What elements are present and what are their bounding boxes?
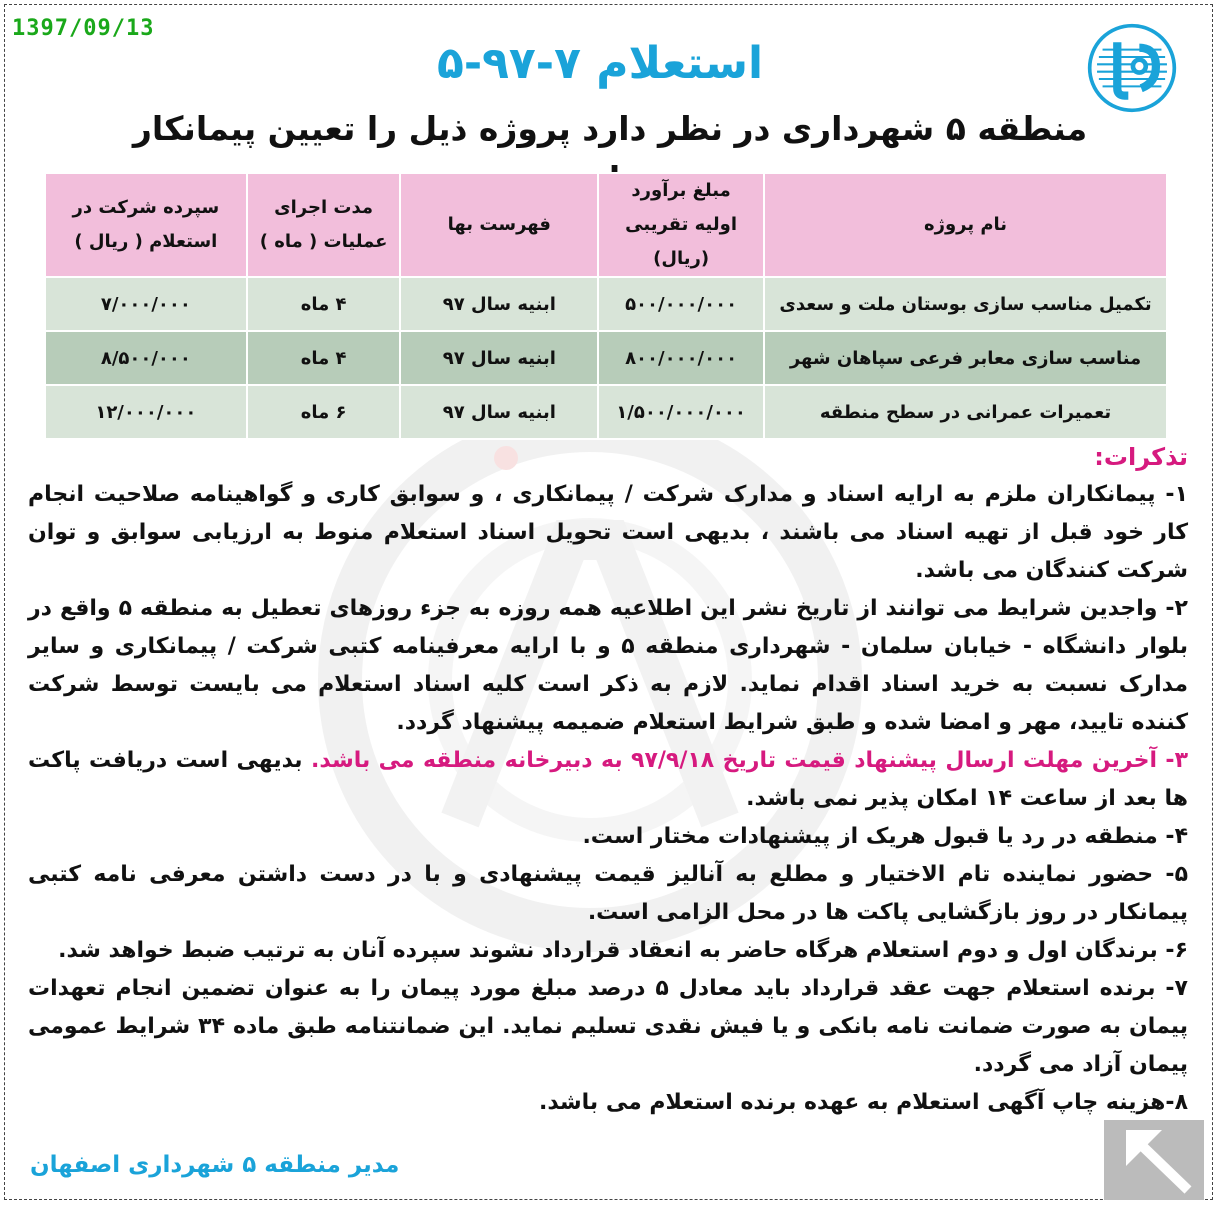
notes-heading: تذکرات: — [1094, 443, 1188, 471]
cell-price-list: ابنیه سال ۹۷ — [400, 331, 598, 385]
note-3-rest: بدیهی است دریافت پاکت ها بعد از ساعت ۱۴ امکان پذیر نمی باشد. — [28, 748, 1188, 811]
header-deposit: سپرده شرکت در استعلام ( ریال ) — [45, 173, 247, 277]
header-estimated-amount: مبلغ برآورد اولیه تقریبی (ریال) — [598, 173, 764, 277]
table-row — [45, 331, 1167, 385]
header-project-name: نام پروژه — [764, 173, 1167, 277]
note-5: ۵- حضور نماینده تام الاختیار و مطلع به آنالیز قیمت پیشنهادی و با در دست داشتن معرفی نامه کتبی پیمانکار در روز بازگشایی پاکت ها در محل الزامی است. — [28, 862, 1188, 925]
cell-deposit: ۷/۰۰۰/۰۰۰ — [45, 277, 247, 331]
note-4: ۴- منطقه در رد یا قبول هریک از پیشنهادات مختار است. — [582, 824, 1188, 849]
table-header-row — [45, 173, 1167, 277]
header-duration: مدت اجرای عملیات ( ماه ) — [247, 173, 401, 277]
note-7: ۷- برنده استعلام جهت عقد قرارداد باید معادل ۵ درصد مبلغ مورد پیمان را به عنوان تضمین انجام تعهدات پیمان به صورت ضمانت نامه بانکی و یا فیش نقدی تسلیم نماید. این ضمانتنامه طبق ماده ۳۴ شرایط عمومی پیمان آزاد می گردد. — [28, 976, 1189, 1077]
projects-table — [44, 172, 1168, 440]
note-8: ۸-هزینه چاپ آگهی استعلام به عهده برنده استعلام می باشد. — [538, 1090, 1188, 1115]
cell-price-list: ابنیه سال ۹۷ — [400, 277, 598, 331]
cell-estimated-amount: ۱/۵۰۰/۰۰۰/۰۰۰ — [598, 385, 764, 439]
cell-duration: ۶ ماه — [247, 385, 401, 439]
cell-estimated-amount: ۵۰۰/۰۰۰/۰۰۰ — [598, 277, 764, 331]
note-3-deadline: ۳- آخرین مهلت ارسال پیشنهاد قیمت تاریخ ۹۷/۹/۱۸ به دبیرخانه منطقه می باشد. — [311, 748, 1188, 773]
publish-date: 1397/09/13 — [12, 16, 155, 41]
notes-section — [28, 438, 1188, 1122]
cell-deposit: ۱۲/۰۰۰/۰۰۰ — [45, 385, 247, 439]
note-2: ۲- واجدین شرایط می توانند از تاریخ نشر این اطلاعیه همه روزه به جزء روزهای تعطیل به منطقه ۵ واقع در بلوار دانشگاه - خیابان سلمان - شهرداری منطقه ۵ و با ارایه معرفینامه کتبی شرکت / پیمانکاری و سایر مدارک نسبت به خرید اسناد اقدام نماید. لازم به ذکر است کلیه اسناد استعلام می بایست توسط شرکت کننده تایید، مهر و امضا شده و طبق شرایط استعلام ضمیمه پیشنهاد گردد. — [28, 596, 1188, 735]
cell-price-list: ابنیه سال ۹۷ — [400, 385, 598, 439]
cell-project-name: تعمیرات عمرانی در سطح منطقه — [764, 385, 1167, 439]
cell-project-name: تکمیل مناسب سازی بوستان ملت و سعدی — [764, 277, 1167, 331]
cell-estimated-amount: ۸۰۰/۰۰۰/۰۰۰ — [598, 331, 764, 385]
corner-arrow-icon — [1104, 1120, 1204, 1200]
cell-project-name: مناسب سازی معابر فرعی سپاهان شهر — [764, 331, 1167, 385]
note-3 — [28, 742, 1188, 818]
note-1: ۱- پیمانکاران ملزم به ارایه اسناد و مدارک شرکت / پیمانکاری ، و سوابق کاری و گواهینامه صلاحیت انجام کار خود قبل از تهیه اسناد می باشند ، بدیهی است تحویل اسناد استعلام منوط به ارزیابی سوابق و توان شرکت کنندگان می باشد. — [28, 482, 1188, 583]
signature-manager: مدیر منطقه ۵ شهرداری اصفهان — [30, 1152, 400, 1178]
header-price-list: فهرست بها — [400, 173, 598, 277]
municipality-logo-icon — [1086, 22, 1178, 114]
table-row — [45, 277, 1167, 331]
page-subtitle: منطقه ۵ شهرداری در نظر دارد پروژه ذیل را تعیین پیمانکار — [132, 109, 1088, 148]
page-title: استعلام ۷-۹۷-۵ — [436, 38, 764, 89]
cell-duration: ۴ ماه — [247, 277, 401, 331]
cell-deposit: ۸/۵۰۰/۰۰۰ — [45, 331, 247, 385]
note-6: ۶- برندگان اول و دوم استعلام هرگاه حاضر به انعقاد قرارداد نشوند سپرده آنان به ترتیب ضبط خواهد شد. — [58, 938, 1188, 963]
cell-duration: ۴ ماه — [247, 331, 401, 385]
table-row — [45, 385, 1167, 439]
